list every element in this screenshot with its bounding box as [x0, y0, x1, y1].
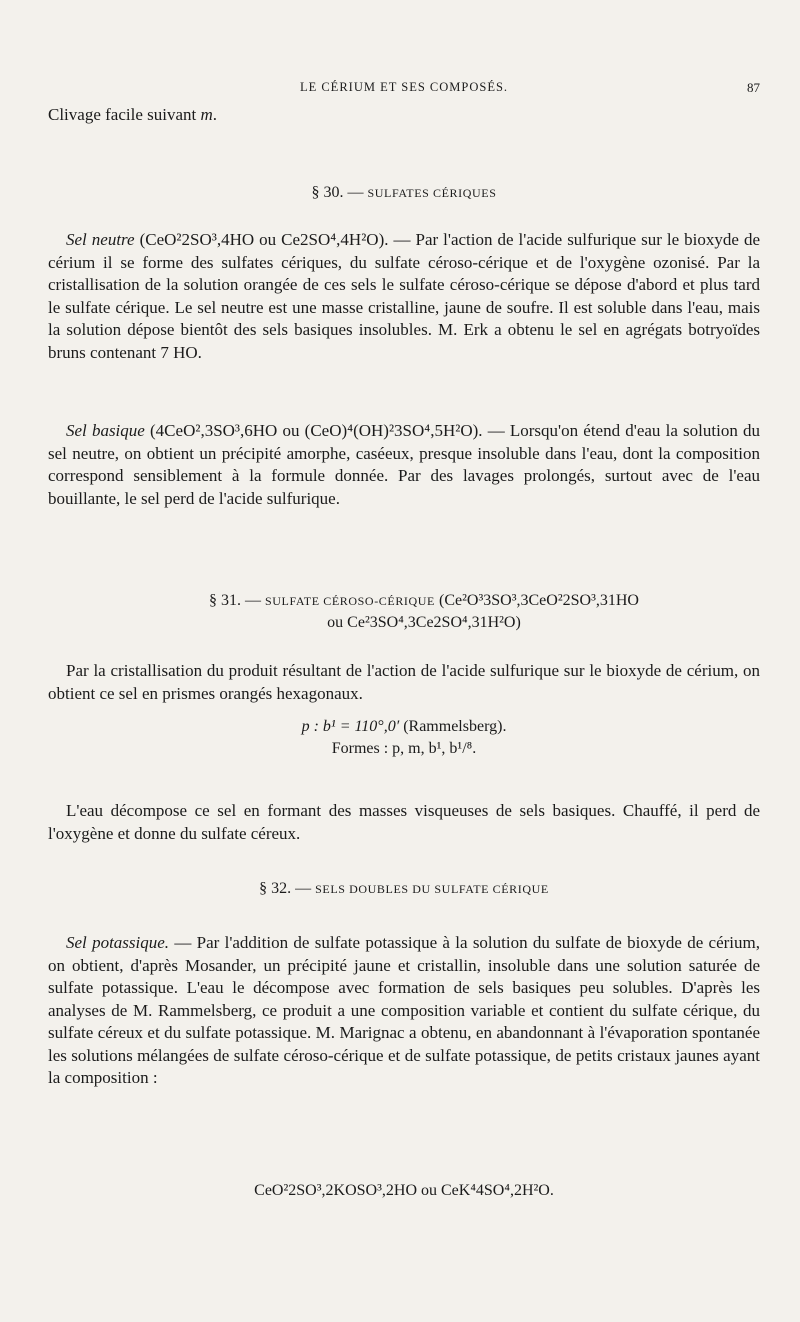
angle-block [48, 716, 760, 760]
intro-end: . [212, 105, 218, 124]
section-31-line1 [88, 590, 760, 612]
potassium-salt-label: Sel potassique. [66, 933, 170, 952]
neutral-salt-label: Sel neutre [66, 230, 135, 249]
section-30-heading [48, 184, 760, 202]
basic-salt-paragraph [48, 420, 760, 510]
basic-salt-label: Sel basique [66, 421, 145, 440]
neutral-salt-paragraph [48, 229, 760, 364]
section-31-number: § 31. — [209, 592, 261, 609]
decomposition-paragraph: L'eau décompose ce sel en formant des masses visqueuses de sels basiques. Chauffé, il perd de l'oxygène et donne du sulfate céreux. [48, 801, 760, 843]
section-31-heading [48, 590, 760, 634]
potassium-salt-body: — Par l'addition de sulfate potassique à la solution du sulfate de bioxyde de cérium, on obtient, d'après Mosander, un précipité jaune et cristallin, insoluble dans une solution saturée de sulfate potassique. L'eau le décompose avec formation de sels basiques peu solubles. D'après les analyses de M. Rammelsberg, ce produit a une composition variable et contient du sulfate cérique, du sulfate céreux et du sulfate potassique. M. Marignac a obtenu, en abandonnant à l'évaporation spontanée les solutions mélangées de sulfate céroso-cérique et de sulfate potassique, de petits cristaux jaunes ayant la composition : [48, 933, 760, 1087]
section-30-title: SULFATES CÉRIQUES [367, 186, 497, 200]
angle-line [48, 716, 760, 738]
section-30-number: § 30. — [311, 184, 364, 201]
crystallisation-paragraph: Par la cristallisation du produit résultant de l'action de l'acide sulfurique sur le bioxyde de cérium, on obtient ce sel en prismes orangés hexagonaux. [48, 661, 760, 703]
basic-salt-body: (4CeO²,3SO³,6HO ou (CeO)⁴(OH)²3SO⁴,5H²O). — Lorsqu'on étend d'eau la solution du sel neutre, on obtient un précipité amorphe, caséeux, presque insoluble dans l'eau, dont la composition correspond sensiblement à la formule donnée. Par des lavages prolongés, surtout avec de l'eau bouillante, le sel perd de l'acide sulfurique. [48, 421, 761, 508]
angle-formula: p : b¹ = 110°,0′ [301, 718, 400, 735]
neutral-salt-body: (CeO²2SO³,4HO ou Ce2SO⁴,4H²O). — Par l'action de l'acide sulfurique sur le bioxyde de cérium il se forme des sulfates cériques, du sulfate céroso-cérique et de l'oxygène ozonisé. Par la cristallisation de la solution orangée de ces sels le sulfate céroso-cérique se dépose d'abord et plus tard le sulfate cérique. Le sel neutre est une masse cristalline, jaune de soufre. Il est soluble dans l'eau, mais la solution dépose bientôt des sels basiques insolubles. M. Erk a obtenu le sel en agrégats botryoïdes bruns contenant 7 HO. [48, 230, 760, 362]
intro-paragraph [48, 104, 760, 127]
section-31-title: SULFATE CÉROSO-CÉRIQUE [265, 594, 435, 608]
final-formula: CeO²2SO³,2KOSO³,2HO ou CeK⁴4SO⁴,2H²O. [254, 1182, 554, 1199]
section-32-title: SELS DOUBLES DU SULFATE CÉRIQUE [315, 882, 549, 896]
section-32-number: § 32. — [259, 880, 312, 897]
page-number: 87 [747, 80, 760, 95]
running-header: LE CÉRIUM ET SES COMPOSÉS. [299, 80, 509, 94]
section-32-heading [48, 880, 760, 898]
section-31-formula2: ou Ce²3SO⁴,3Ce2SO⁴,31H²O) [327, 614, 521, 631]
intro-text: Clivage facile suivant [48, 105, 201, 124]
angle-source: (Rammelsberg). [403, 718, 507, 735]
intro-italic: m [200, 105, 213, 124]
forms-line: Formes : p, m, b¹, b¹/⁸. [331, 740, 477, 757]
section-31-formula1: (Ce²O³3SO³,3CeO²2SO³,31HO [435, 592, 639, 609]
potassium-salt-paragraph [48, 932, 760, 1090]
